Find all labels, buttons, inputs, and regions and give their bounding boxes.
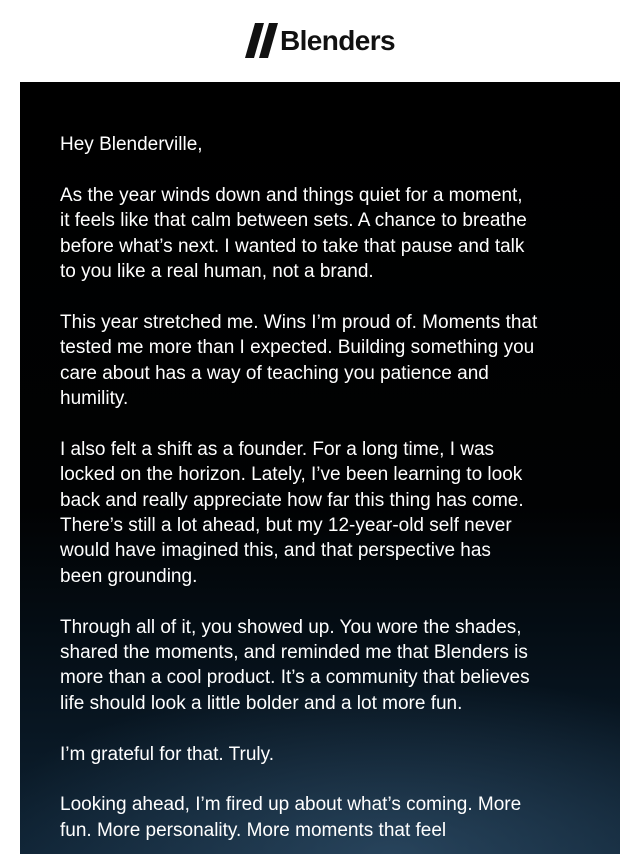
email-header [0, 0, 640, 82]
letter-paragraph: Looking ahead, I’m fired up about what’s coming. More fun. More personality. More moments that feel [60, 794, 522, 841]
letter-paragraph: This year stretched me. Wins I’m proud of. Moments that tested me more than I expected. Building something you care about has a way of teaching you patience and humility. [60, 311, 538, 410]
double-slash-logo-icon [244, 20, 280, 60]
letter-panel [20, 82, 620, 854]
letter-paragraph: As the year winds down and things quiet for a moment, it feels like that calm between sets. A chance to breathe before what’s next. I wanted to take that pause and talk to you like a real human, not a brand. [60, 184, 527, 283]
brand-logo-text: Blenders [280, 25, 396, 56]
brand-logo[interactable] [244, 18, 395, 62]
letter-body [60, 132, 580, 854]
letter-paragraph: I also felt a shift as a founder. For a long time, I was locked on the horizon. Lately, I’ve been learning to look back and really appreciate how far this thing has come. There’s still a lot ahead, but my 12-year-old self never would have imagined this, and that perspective has been grounding. [60, 438, 524, 587]
letter-greeting: Hey Blenderville, [60, 134, 203, 155]
letter-paragraph: Through all of it, you showed up. You wore the shades, shared the moments, and reminded me that Blenders is more than a cool product. It’s a community that believes life should look a little bolder and a lot more fun. [60, 616, 530, 714]
letter-paragraph: I’m grateful for that. Truly. [60, 743, 275, 765]
